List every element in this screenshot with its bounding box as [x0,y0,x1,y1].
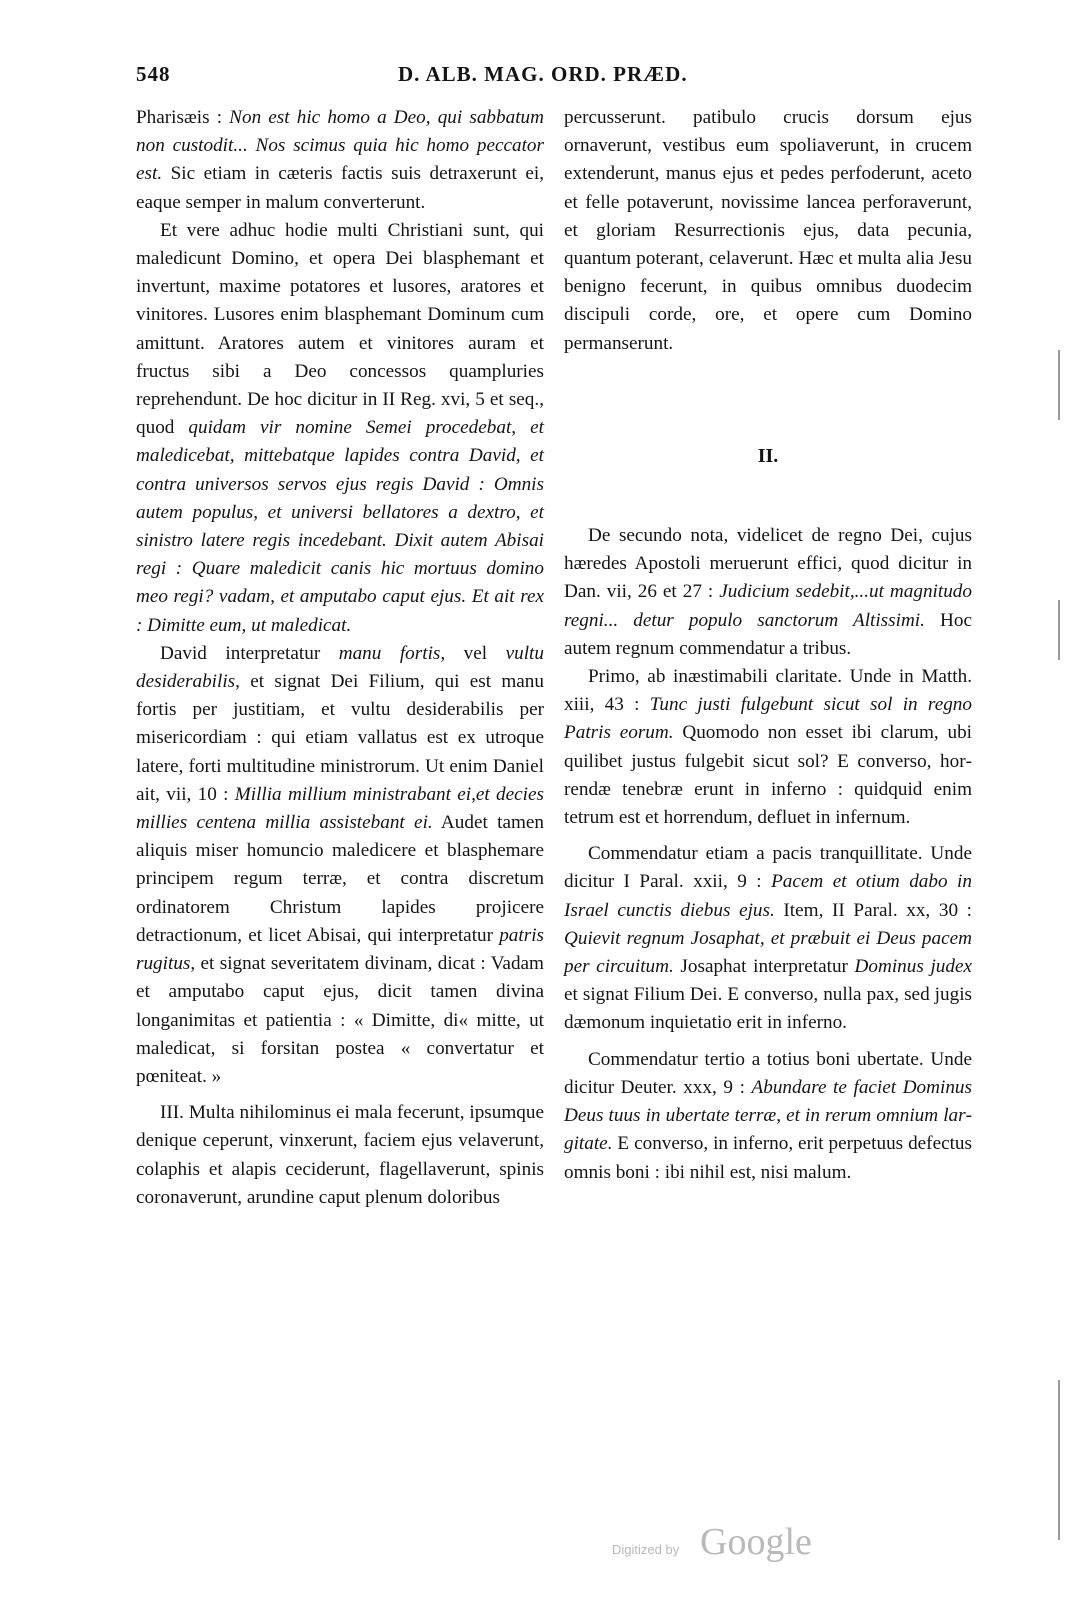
text-span: Josaphat interpretatur [673,956,855,978]
quotation: Tunc justi fulgebunt sicut sol in regno Patris eorum. [564,694,972,744]
right-column [564,104,972,1187]
text-span: Quomodo non esset ibi clarum, ubi quilibet justus fulgebit sicut sol? E converso, horrendæ tenebræ erunt in inferno : quidquid enim tetrum est et horrendum, defluet in infernum. [564,722,973,829]
paragraph [564,840,972,1037]
digitized-watermark [612,1521,842,1568]
running-title: D. ALB. MAG. ORD. PRÆD. [398,62,688,86]
emphasis: Dominus judex [854,956,972,978]
emphasis: manu fortis [338,642,441,664]
section-number: II. [757,444,779,467]
quotation: Pacem et otium dabo in Israel cunctis diebus ejus. [564,871,972,921]
paragraph [564,522,972,663]
google-logo: Google [700,1521,812,1563]
left-column [136,104,544,1212]
text-span: Primo, ab inæstimabili claritate. Unde in Matth. xiii, 43 : [564,666,972,716]
text-span: Item, II Paral. xx, 30 : [774,899,972,921]
text-span: Et vere adhuc hodie multi Christiani sunt, qui maledicunt Domino, et opera Dei blasphemant et invertunt, maxime potatores et lusores, aratores et vinitores. Lusores enim blasphemant Dominum cum amittunt. Aratores autem et vinitores auram et fructus sibi a Deo concessos quampluries reprehendunt. De hoc dicitur in II Reg. xvi, 5 et seq., quod [136,219,544,439]
paragraph [564,663,972,832]
quotation: Judicium sedebit,...ut magnitudo regni... detur populo sanctorum Altissimi. [564,581,972,631]
text-span: Commendatur tertio a totius boni ubertate. Unde dicitur Deuter. xxx, 9 : [564,1048,972,1098]
text-span: , et signat severitatem divinam, dicat : Vadam et amputabo caput ejus, dicit tamen divina longanimitas et patientia : « Dimitte, di« mitte, ut maledicat, si forsitan postea « convertatur et pœniteat. » [136,953,544,1087]
quotation: Millia millium ministrabant ei,et decies millies centena millia assistebant ei. [136,783,544,834]
paragraph [564,1046,972,1187]
page-number: 548 [136,62,171,86]
text-span: , vel [440,642,506,664]
watermark-prefix: Digitized by [612,1542,680,1557]
text-span: III. Multa nihilominus ei mala fecerunt, ipsumque denique ceperunt, vinxerunt, faciem ejus velaverunt, colaphis et alapis ceciderunt, flagellaverunt, spinis coronaverunt, arundine caput plenum doloribus [136,1102,544,1208]
emphasis: vultu desiderabilis [136,642,544,693]
emphasis: patris rugitus [136,924,544,975]
paragraph [136,217,544,640]
quotation: quidam vir nomine Semei procedebat, et maledicebat, mittebatque lapides contra David, et contra universos servos ejus regis David : Omnis autem populus, et universi bellatores a dextro, et sinistro latere regis incedebant. Dixit autem Abisai regi : Quare maledicit canis hic mortuus domino meo regi? vadam, et amputabo caput ejus. Et ait rex : Dimitte eum, ut maledicat. [136,417,544,636]
text-span: et signat Filium Dei. E converso, nulla pax, sed jugis dæmonum inquietatio erit in inferno. [564,984,972,1034]
scan-edge-mark [1058,350,1060,420]
page-header [136,62,962,92]
text-span: De secundo nota, videlicet de regno Dei, cujus hæredes Apostoli meruerunt effici, quod dicitur in Dan. vii, 26 et 27 : [564,525,972,603]
scan-edge-mark [1058,600,1060,660]
text-span: percusserunt. patibulo crucis dorsum ejus ornaverunt, vestibus eum spoliaverunt, in crucem extenderunt, manus ejus et pedes perfoderunt, aceto et felle potaverunt, novissime lancea perforaverunt, et gloriam Resurrectionis ejus, data pecunia, quantum poterant, celaverunt. Hæc et multa alia Jesu benigno fecerunt, in quibus omnibus duodecim discipuli corde, ore, et opere cum Domino permanserunt. [564,107,972,354]
scan-edge-mark [1058,1380,1060,1540]
text-span: , et signat Dei Filium, qui est manu fortis per justitiam, et vultu desiderabilis per misericordiam : qui etiam vallatus est ex utroque latere, forti multitudine ministrorum. Ut enim Daniel ait, vii, 10 : [136,671,544,805]
paragraph [564,104,972,358]
quotation: Abundare te faciet Dominus Deus tuus in ubertate terræ, et in rerum omnium largitate. [564,1076,972,1155]
text-span: David interpretatur [160,642,339,664]
paragraph [136,1099,544,1212]
text-span: E converso, in inferno, erit perpetuus defectus omnis boni : ibi nihil est, nisi malum. [564,1133,972,1183]
paragraph [136,640,544,1091]
text-span: Hoc autem regnum commendatur a tribus. [564,609,972,659]
quotation: Quievit regnum Josaphat, et præbuit ei Deus pacem per circuitum. [564,927,972,978]
text-span: Pharisæis : [136,107,230,128]
paragraph [136,104,544,217]
quotation: Non est hic homo a Deo, qui sabbatum non custodit... Nos scimus quia hic homo peccator est. [136,107,544,185]
text-span: Audet tamen aliquis miser homuncio maledicere et blasphemare principem regum terræ, et contra discretum ordinatorem Christum lapides projicere detractionum, et licet Abisai, qui interpretatur [136,812,545,946]
text-span: Sic etiam in cæteris factis suis detraxerunt ei, eaque semper in malum converterunt. [136,163,544,213]
text-span: Commendatur etiam a pacis tranquillitate. Unde dicitur I Paral. xxii, 9 : [564,843,972,893]
